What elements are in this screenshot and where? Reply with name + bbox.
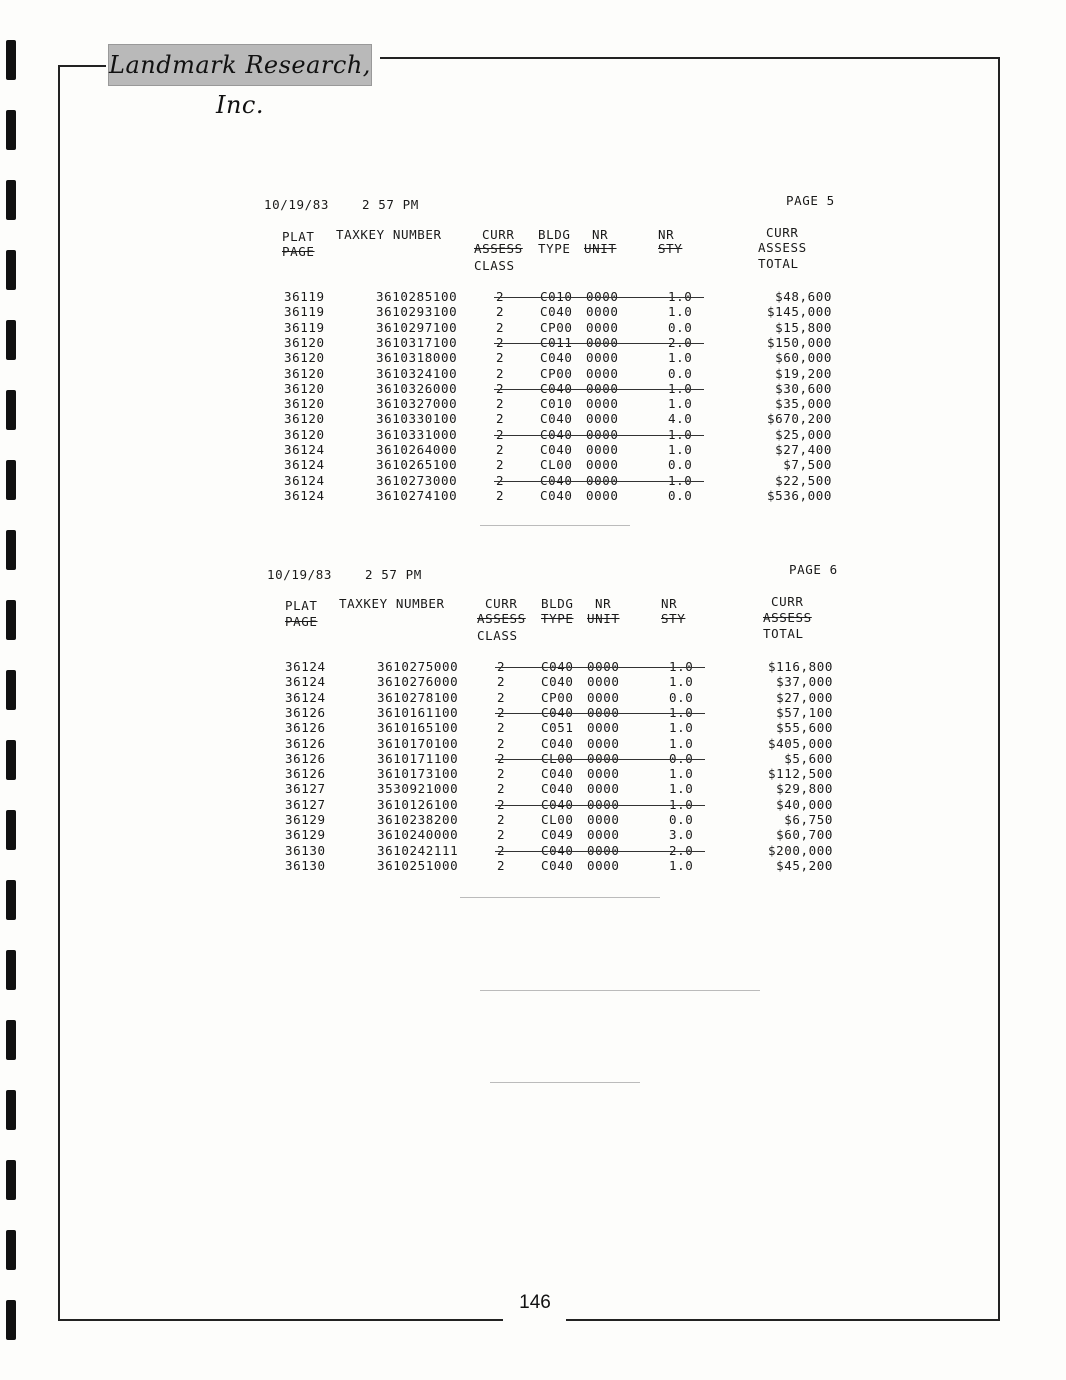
cell-nr-unit: 0000: [587, 689, 620, 705]
binder-hole: [6, 600, 16, 640]
cell-nr-sty: 1.0: [668, 442, 693, 457]
header-plat: PLAT: [285, 598, 318, 613]
cell-class: 2: [496, 380, 505, 396]
cell-nr-sty: 1.0: [669, 857, 694, 873]
cell-plat: 36126: [285, 704, 326, 720]
cell-plat: 36126: [285, 750, 326, 766]
binder-hole: [6, 670, 16, 710]
cell-total: $405,000: [767, 735, 833, 751]
cell-nr-unit: 0000: [586, 457, 619, 473]
binder-hole: [6, 1090, 16, 1130]
cell-nr-unit: 0000: [586, 365, 619, 381]
cell-nr-unit: 0000: [587, 766, 620, 782]
cell-taxkey: 3610165100: [377, 720, 459, 736]
cell-plat: 36126: [285, 720, 326, 736]
report-date: 10/19/83: [264, 197, 330, 212]
cell-class: 2: [496, 472, 505, 488]
cell-nr-sty: 1.0: [669, 659, 694, 674]
header-total: TOTAL: [758, 256, 799, 271]
cell-total: $45,200: [776, 857, 833, 873]
cell-plat: 36120: [284, 350, 325, 366]
cell-nr-unit: 0000: [586, 411, 619, 427]
cell-nr-sty: 0.0: [669, 750, 694, 766]
cell-taxkey: 3610276000: [377, 674, 459, 690]
binder-hole: [6, 1300, 16, 1340]
cell-total: $27,000: [776, 689, 833, 705]
cell-bldg-type: C040: [540, 487, 573, 503]
cell-plat: 36119: [284, 304, 325, 320]
cell-plat: 36129: [285, 827, 326, 843]
cell-nr-sty: 1.0: [668, 304, 693, 320]
header-assess: ASSESS: [474, 241, 523, 256]
cell-nr-sty: 0.0: [669, 689, 694, 705]
cell-nr-sty: 0.0: [669, 812, 694, 827]
faint-line: [490, 1082, 640, 1083]
frame-line: [58, 65, 106, 67]
cell-nr-sty: 1.0: [668, 380, 693, 396]
cell-bldg-type: C040: [540, 411, 573, 427]
cell-bldg-type: C040: [541, 704, 574, 720]
cell-taxkey: 3610327000: [376, 396, 458, 412]
cell-total: $25,000: [775, 426, 832, 442]
binder-hole: [6, 320, 16, 360]
binder-hole: [6, 390, 16, 430]
header-plat-page: PAGE: [282, 244, 315, 259]
cell-total: $27,400: [775, 442, 832, 457]
cell-taxkey: 3610293100: [376, 304, 458, 320]
cell-nr-sty: 1.0: [668, 396, 693, 412]
binder-holes: [6, 0, 18, 1380]
cell-total: $670,200: [766, 411, 832, 427]
cell-bldg-type: C040: [541, 857, 574, 873]
cell-class: 2: [496, 411, 505, 427]
cell-bldg-type: CL00: [541, 812, 574, 827]
cell-nr-unit: 0000: [587, 827, 620, 843]
cell-total: $6,750: [784, 812, 833, 827]
cell-class: 2: [497, 842, 506, 858]
cell-class: 2: [497, 720, 506, 736]
cell-taxkey: 3530921000: [377, 781, 459, 797]
header-nr-unit: NR: [595, 596, 612, 611]
cell-taxkey: 3610317100: [376, 334, 458, 350]
cell-bldg-type: CP00: [540, 365, 573, 381]
header-nr-unit: NR: [592, 227, 609, 242]
cell-nr-sty: 1.0: [669, 704, 694, 720]
cell-taxkey: 3610264000: [376, 442, 458, 457]
cell-plat: 36124: [285, 659, 326, 674]
cell-plat: 36120: [284, 334, 325, 350]
cell-taxkey: 3610173100: [377, 766, 459, 782]
header-bldg: BLDG: [541, 596, 574, 611]
cell-nr-sty: 0.0: [668, 457, 693, 473]
cell-taxkey: 3610242111: [377, 842, 459, 858]
header-type: TYPE: [538, 241, 571, 256]
cell-bldg-type: CL00: [540, 457, 573, 473]
cell-nr-unit: 0000: [586, 442, 619, 457]
cell-class: 2: [496, 396, 505, 412]
cell-plat: 36126: [285, 766, 326, 782]
cell-bldg-type: C040: [540, 304, 573, 320]
cell-total: $22,500: [775, 472, 832, 488]
cell-total: $150,000: [766, 334, 832, 350]
report-page-6: [265, 562, 865, 882]
binder-hole: [6, 530, 16, 570]
cell-nr-unit: 0000: [586, 396, 619, 412]
cell-nr-unit: 0000: [586, 487, 619, 503]
cell-class: 2: [497, 735, 506, 751]
cell-total: $30,600: [775, 380, 832, 396]
cell-bldg-type: C040: [541, 781, 574, 797]
cell-class: 2: [497, 674, 506, 690]
header-sty: STY: [661, 611, 686, 626]
binder-hole: [6, 180, 16, 220]
cell-total: $35,000: [775, 396, 832, 412]
cell-plat: 36126: [285, 735, 326, 751]
header-class: CLASS: [477, 628, 518, 643]
cell-class: 2: [497, 812, 506, 827]
cell-total: $145,000: [766, 304, 832, 320]
cell-class: 2: [497, 796, 506, 812]
cell-taxkey: 3610326000: [376, 380, 458, 396]
cell-nr-unit: 0000: [586, 350, 619, 366]
binder-hole: [6, 460, 16, 500]
header-total: TOTAL: [763, 626, 804, 641]
cell-taxkey: 3610238200: [377, 812, 459, 827]
cell-nr-sty: 0.0: [668, 365, 693, 381]
cell-class: 2: [497, 659, 506, 674]
cell-taxkey: 3610330100: [376, 411, 458, 427]
cell-bldg-type: C040: [540, 380, 573, 396]
cell-plat: 36120: [284, 411, 325, 427]
cell-class: 2: [496, 457, 505, 473]
report-date: 10/19/83: [267, 567, 333, 582]
cell-nr-sty: 1.0: [669, 766, 694, 782]
cell-class: 2: [497, 766, 506, 782]
cell-taxkey: 3610274100: [376, 487, 458, 503]
binder-hole: [6, 110, 16, 150]
cell-bldg-type: C040: [541, 766, 574, 782]
cell-class: 2: [496, 365, 505, 381]
cell-class: 2: [497, 827, 506, 843]
cell-nr-sty: 0.0: [668, 487, 693, 503]
frame-line: [58, 1319, 503, 1321]
cell-nr-sty: 1.0: [669, 781, 694, 797]
cell-total: $40,000: [776, 796, 833, 812]
cell-nr-unit: 0000: [587, 720, 620, 736]
cell-total: $116,800: [767, 659, 833, 674]
faint-line: [460, 897, 660, 898]
cell-taxkey: 3610297100: [376, 319, 458, 335]
cell-nr-sty: 1.0: [668, 350, 693, 366]
cell-total: $7,500: [783, 457, 832, 473]
cell-nr-sty: 2.0: [668, 334, 693, 350]
cell-total: $60,000: [775, 350, 832, 366]
cell-bldg-type: C040: [541, 659, 574, 674]
cell-total: $536,000: [766, 487, 832, 503]
binder-hole: [6, 740, 16, 780]
cell-plat: 36119: [284, 289, 325, 304]
cell-nr-sty: 1.0: [669, 674, 694, 690]
cell-class: 2: [496, 487, 505, 503]
cell-plat: 36130: [285, 842, 326, 858]
cell-plat: 36129: [285, 812, 326, 827]
cell-taxkey: 3610240000: [377, 827, 459, 843]
faint-line: [480, 525, 630, 526]
cell-class: 2: [496, 304, 505, 320]
cell-bldg-type: C040: [541, 796, 574, 812]
frame-line: [58, 65, 60, 1320]
binder-hole: [6, 1020, 16, 1060]
cell-class: 2: [497, 704, 506, 720]
header-unit: UNIT: [587, 611, 620, 626]
header-sty: STY: [658, 241, 683, 256]
binder-hole: [6, 880, 16, 920]
cell-plat: 36120: [284, 365, 325, 381]
cell-bldg-type: CP00: [541, 689, 574, 705]
cell-taxkey: 3610318000: [376, 350, 458, 366]
cell-plat: 36119: [284, 319, 325, 335]
cell-bldg-type: CP00: [540, 319, 573, 335]
cell-nr-unit: 0000: [586, 289, 619, 304]
cell-nr-unit: 0000: [586, 472, 619, 488]
header-taxkey: TAXKEY NUMBER: [339, 596, 445, 611]
cell-nr-unit: 0000: [587, 659, 620, 674]
cell-nr-sty: 2.0: [669, 842, 694, 858]
cell-nr-unit: 0000: [586, 380, 619, 396]
cell-plat: 36124: [284, 487, 325, 503]
report-page-label: PAGE 5: [786, 193, 835, 208]
cell-nr-unit: 0000: [587, 842, 620, 858]
header-curr-total: CURR: [766, 225, 799, 240]
cell-plat: 36124: [285, 674, 326, 690]
header-assess-total: ASSESS: [758, 240, 807, 255]
cell-total: $48,600: [775, 289, 832, 304]
binder-hole: [6, 40, 16, 80]
cell-nr-sty: 4.0: [668, 411, 693, 427]
cell-class: 2: [496, 426, 505, 442]
cell-taxkey: 3610275000: [377, 659, 459, 674]
cell-nr-unit: 0000: [587, 674, 620, 690]
page-number: 146: [519, 1292, 551, 1313]
cell-bldg-type: C040: [540, 350, 573, 366]
cell-bldg-type: C011: [540, 334, 573, 350]
header-assess: ASSESS: [477, 611, 526, 626]
binder-hole: [6, 810, 16, 850]
header-class: CLASS: [474, 258, 515, 273]
cell-nr-sty: 1.0: [668, 426, 693, 442]
cell-bldg-type: C051: [541, 720, 574, 736]
header-curr: CURR: [485, 596, 518, 611]
report-page-label: PAGE 6: [789, 562, 838, 577]
cell-bldg-type: C010: [540, 396, 573, 412]
cell-class: 2: [497, 857, 506, 873]
header-taxkey: TAXKEY NUMBER: [336, 227, 442, 242]
cell-bldg-type: C040: [540, 426, 573, 442]
cell-plat: 36120: [284, 396, 325, 412]
header-plat: PLAT: [282, 229, 315, 244]
cell-total: $15,800: [775, 319, 832, 335]
cell-nr-unit: 0000: [586, 319, 619, 335]
binder-hole: [6, 1160, 16, 1200]
cell-nr-sty: 3.0: [669, 827, 694, 843]
cell-class: 2: [496, 350, 505, 366]
cell-taxkey: 3610285100: [376, 289, 458, 304]
cell-plat: 36124: [284, 472, 325, 488]
cell-total: $29,800: [776, 781, 833, 797]
cell-class: 2: [496, 319, 505, 335]
cell-plat: 36124: [284, 442, 325, 457]
cell-nr-sty: 1.0: [669, 735, 694, 751]
cell-total: $37,000: [776, 674, 833, 690]
cell-total: $200,000: [767, 842, 833, 858]
cell-nr-sty: 1.0: [668, 472, 693, 488]
cell-taxkey: 3610161100: [377, 704, 459, 720]
cell-taxkey: 3610331000: [376, 426, 458, 442]
cell-plat: 36127: [285, 796, 326, 812]
cell-nr-unit: 0000: [587, 704, 620, 720]
cell-plat: 36127: [285, 781, 326, 797]
cell-taxkey: 3610324100: [376, 365, 458, 381]
cell-bldg-type: C040: [540, 472, 573, 488]
cell-bldg-type: C040: [541, 842, 574, 858]
cell-nr-unit: 0000: [586, 334, 619, 350]
cell-nr-unit: 0000: [587, 796, 620, 812]
cell-taxkey: 3610278100: [377, 689, 459, 705]
cell-class: 2: [497, 781, 506, 797]
cell-bldg-type: C040: [541, 674, 574, 690]
cell-nr-unit: 0000: [587, 812, 620, 827]
frame-line: [380, 57, 1000, 59]
cell-taxkey: 3610251000: [377, 857, 459, 873]
cell-plat: 36120: [284, 380, 325, 396]
cell-plat: 36130: [285, 857, 326, 873]
cell-bldg-type: C040: [541, 735, 574, 751]
header-unit: UNIT: [584, 241, 617, 256]
cell-class: 2: [496, 334, 505, 350]
cell-nr-unit: 0000: [586, 304, 619, 320]
report-time: 2 57 PM: [362, 197, 419, 212]
cell-bldg-type: C010: [540, 289, 573, 304]
frame-line: [998, 57, 1000, 1320]
header-type: TYPE: [541, 611, 574, 626]
cell-nr-sty: 1.0: [668, 289, 693, 304]
faint-line: [480, 990, 760, 991]
cell-class: 2: [497, 750, 506, 766]
header-assess-total: ASSESS: [763, 610, 812, 625]
header-nr-sty: NR: [658, 227, 675, 242]
header-plat-page: PAGE: [285, 614, 318, 629]
cell-plat: 36120: [284, 426, 325, 442]
cell-taxkey: 3610170100: [377, 735, 459, 751]
cell-total: $5,600: [784, 750, 833, 766]
cell-nr-unit: 0000: [586, 426, 619, 442]
cell-bldg-type: C040: [540, 442, 573, 457]
cell-total: $57,100: [776, 704, 833, 720]
company-logo: Landmark Research, Inc.: [108, 44, 372, 86]
cell-nr-unit: 0000: [587, 750, 620, 766]
cell-nr-sty: 1.0: [669, 720, 694, 736]
header-nr-sty: NR: [661, 596, 678, 611]
header-curr-total: CURR: [771, 594, 804, 609]
cell-bldg-type: C049: [541, 827, 574, 843]
header-bldg: BLDG: [538, 227, 571, 242]
cell-class: 2: [497, 689, 506, 705]
cell-nr-unit: 0000: [587, 735, 620, 751]
binder-hole: [6, 1230, 16, 1270]
header-curr: CURR: [482, 227, 515, 242]
report-time: 2 57 PM: [365, 567, 422, 582]
cell-nr-sty: 0.0: [668, 319, 693, 335]
cell-plat: 36124: [284, 457, 325, 473]
cell-taxkey: 3610126100: [377, 796, 459, 812]
cell-class: 2: [496, 442, 505, 457]
cell-nr-unit: 0000: [587, 781, 620, 797]
cell-total: $112,500: [767, 766, 833, 782]
cell-class: 2: [496, 289, 505, 304]
report-page-5: [262, 193, 862, 513]
cell-total: $55,600: [776, 720, 833, 736]
cell-taxkey: 3610273000: [376, 472, 458, 488]
cell-taxkey: 3610265100: [376, 457, 458, 473]
cell-nr-unit: 0000: [587, 857, 620, 873]
cell-taxkey: 3610171100: [377, 750, 459, 766]
cell-plat: 36124: [285, 689, 326, 705]
cell-total: $19,200: [775, 365, 832, 381]
cell-bldg-type: CL00: [541, 750, 574, 766]
cell-nr-sty: 1.0: [669, 796, 694, 812]
binder-hole: [6, 950, 16, 990]
cell-total: $60,700: [776, 827, 833, 843]
frame-line: [566, 1319, 1000, 1321]
binder-hole: [6, 250, 16, 290]
